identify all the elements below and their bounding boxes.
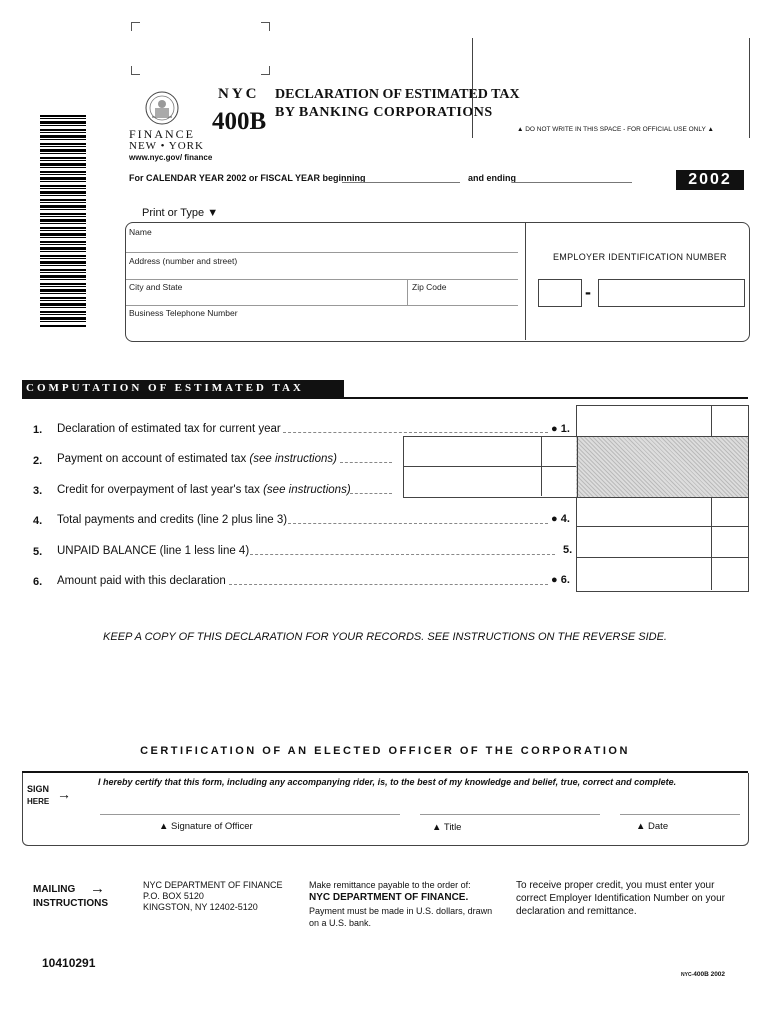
mailing-arrow-icon: → [90,880,105,897]
barcode [40,115,86,327]
line4-rule [576,526,748,527]
remit-line3: Payment must be made in U.S. dollars, drawn [309,906,493,916]
certification-title: CERTIFICATION OF AN ELECTED OFFICER OF THE CORPORATION [140,745,630,757]
calendar-year-label: For CALENDAR YEAR 2002 or FISCAL YEAR beginning [129,173,366,183]
date-label: ▲ Date [636,821,669,832]
city-seal-icon [144,90,180,126]
fiscal-begin-line[interactable] [342,182,460,183]
line5-rule [576,557,748,558]
official-use-label: ▲ DO NOT WRITE IN THIS SPACE - FOR OFFICIAL USE ONLY ▲ [517,126,714,133]
taxpayer-divider [525,222,526,340]
form-number: 400B [212,108,267,135]
remit-line4: on a U.S. bank. [309,918,372,928]
section-rule [22,397,748,399]
ein-prefix-input[interactable] [538,279,582,307]
date-field[interactable] [620,814,740,815]
fiscal-end-line[interactable] [512,182,632,183]
line-number: 1. [33,424,43,436]
computation-section-header: COMPUTATION OF ESTIMATED TAX [22,380,344,397]
line-number: 4. [33,515,43,527]
line-number: 3. [33,485,43,497]
line-4-amount-input[interactable] [577,497,710,525]
here-label: HERE [27,797,50,806]
address-field-label: Address (number and street) [129,256,238,266]
signature-label: ▲ Signature of Officer [159,821,253,832]
official-use-box [472,38,750,138]
instructions-label: INSTRUCTIONS [33,898,108,909]
form-title-line1: DECLARATION OF ESTIMATED TAX [275,87,520,102]
ein-dash: - [585,282,591,302]
address-field[interactable] [126,279,518,280]
name-field-label: Name [129,227,152,237]
certification-statement: I hereby certify that this form, including any accompanying rider, is, to the best of my knowledge and belief, true, correct and complete. [98,777,677,787]
sign-arrow-icon: → [57,786,71,802]
credit-line1: To receive proper credit, you must enter your [516,880,715,891]
line-5-label: UNPAID BALANCE (line 1 less line 4) [57,545,250,557]
title-field[interactable] [420,814,600,815]
zip-field-label: Zip Code [412,282,447,292]
line-3-label: Credit for overpayment of last year's tax (see instructions) [57,484,351,496]
corner-mark [131,22,140,31]
title-label: ▲ Title [432,822,462,833]
remit-line2: NYC DEPARTMENT OF FINANCE. [309,892,469,903]
remit-line1: Make remittance payable to the order of: [309,880,471,890]
sign-label: SIGN [27,784,50,794]
leader-dots [288,523,548,524]
line-number: 5. [33,546,43,558]
form-code: 10410291 [42,956,96,970]
mailing-address-line1: NYC DEPARTMENT OF FINANCE [143,880,283,890]
line-1-marker: ● 1. [551,423,570,435]
line-number: 6. [33,576,43,588]
line-6-marker: ● 6. [551,574,570,586]
line-6-label: Amount paid with this declaration [57,575,226,587]
credit-line3: declaration and remittance. [516,906,637,917]
line-number: 2. [33,455,43,467]
line-1-amount-input[interactable] [577,406,710,435]
leader-dots [250,554,555,555]
line-4-label: Total payments and credits (line 2 plus line 3) [57,514,288,526]
keep-copy-notice: KEEP A COPY OF THIS DECLARATION FOR YOUR RECORDS. SEE INSTRUCTIONS ON THE REVERSE SIDE. [103,631,667,643]
website-label: www.nyc.gov/ finance [129,153,213,162]
city-state-field-label: City and State [129,282,183,292]
shaded-area [576,436,748,498]
phone-field-label: Business Telephone Number [129,308,238,318]
line-5-amount-input[interactable] [577,528,710,556]
credit-line2: correct Employer Identification Number on your [516,893,725,904]
new-york-label: NEW • YORK [129,140,204,152]
form-id-footer: NYC-400B 2002 [681,971,726,978]
line-3-amount-input[interactable] [405,467,540,495]
leader-dots [340,462,392,463]
mailing-address-line2: P.O. BOX 5120 [143,891,204,901]
corner-mark [261,22,270,31]
corner-mark [261,66,270,75]
line-4-marker: ● 4. [551,513,570,525]
form-title-line2: BY BANKING CORPORATIONS [275,105,493,120]
nyc-label: NYC [218,86,260,102]
line-2-label: Payment on account of estimated tax (see instructions) [57,453,337,465]
mailing-label: MAILING [33,884,76,895]
line-2-amount-input[interactable] [405,437,540,465]
corner-mark [131,66,140,75]
finance-label: FINANCE [129,127,196,141]
zip-divider [407,279,408,305]
ending-label: and ending [468,173,516,183]
city-zip-field[interactable] [126,305,518,306]
line-1-label: Declaration of estimated tax for current year [57,423,281,435]
ein-suffix-input[interactable] [598,279,745,307]
print-or-type-label: Print or Type ▼ [142,207,219,219]
signature-field[interactable] [100,814,400,815]
mailing-address-line3: KINGSTON, NY 12402-5120 [143,902,258,912]
leader-dots [283,432,548,433]
leader-dots [350,493,392,494]
tax-year-badge: 2002 [676,170,744,190]
ein-label: EMPLOYER IDENTIFICATION NUMBER [553,252,727,262]
line-5-marker: 5. [563,544,573,556]
leader-dots [229,584,548,585]
line-6-amount-input[interactable] [577,559,710,589]
name-field[interactable] [126,252,518,253]
